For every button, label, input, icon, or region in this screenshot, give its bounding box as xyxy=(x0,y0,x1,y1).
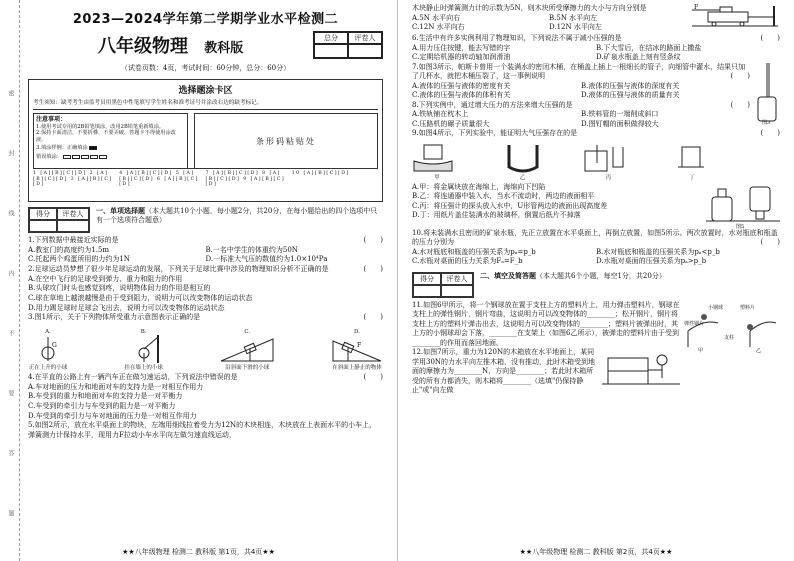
grader-cell[interactable] xyxy=(441,285,473,297)
note-item: 3.填涂样例：正确填涂 xyxy=(36,145,88,151)
question-stem: 5.如图2所示，放在水平桌面上的物块，左端用细线拉着受力为12N的木块相连，木块放在上表面水平的小车上，弹簧测力计保持水平，现用力F拉动小车水平向左做匀速直线运动， xyxy=(28,421,377,439)
answer-bracket[interactable]: ( ) xyxy=(363,313,383,322)
answer-card xyxy=(28,79,383,202)
section-1-header xyxy=(28,207,383,233)
option: C.压路机的碾子质量很大 xyxy=(412,119,490,128)
question-stem: 3.图1所示，关于下列物体所受重力示意图表示正确的是 xyxy=(28,313,201,322)
fig-part-label: 甲 xyxy=(698,347,704,353)
fig-caption: 正在上升的小球 xyxy=(28,364,68,371)
section-2-score-grid xyxy=(412,272,474,298)
fill-sample xyxy=(36,145,185,152)
bubble-row[interactable]: 1 [A][B][C][D] 2 [A][B][C][D] 3 [A][B][C][D] xyxy=(33,171,113,187)
rising-ball-icon xyxy=(28,335,68,363)
option: D.液体的压强与液体的质量有关 xyxy=(581,91,680,100)
grader-cell[interactable] xyxy=(57,220,89,232)
fig-letter: 丁 xyxy=(689,174,695,181)
page-1-footer: ★★八年级物理 检测二 教科版 第1页，共4页★★ xyxy=(122,548,275,556)
section-1-score-grid xyxy=(28,207,90,233)
option: B.水对瓶底和瓶盖的压强关系为pₐ<p_b xyxy=(596,247,720,256)
question-4 xyxy=(28,373,383,421)
binding-char: 答 xyxy=(7,450,14,456)
option: A.甲：将金属块放在海绵上，海绵向下凹陷 xyxy=(412,182,546,191)
fig-letter: D. xyxy=(353,328,360,335)
fig4-c xyxy=(583,143,633,181)
card-title: 选择题涂卡区 xyxy=(178,86,233,96)
question-5-cont xyxy=(412,4,780,33)
question-10 xyxy=(412,229,780,267)
question-8 xyxy=(412,101,780,130)
section-2-title: 二、填空及简答题 xyxy=(480,271,536,280)
notes-box xyxy=(33,113,188,169)
fig-caption: 挂在墙上的小球 xyxy=(124,364,163,371)
page-2 xyxy=(397,0,794,561)
score-cell[interactable] xyxy=(413,285,441,297)
option: C.球在草地上越滚越慢是由于受到阻力，说明力可以改变物体的运动状态 xyxy=(28,293,253,302)
question-stem: 8.下列实例中，通过增大压力的方法来增大压强的是 xyxy=(412,100,573,109)
score-cell[interactable] xyxy=(314,44,348,58)
bubble-row[interactable]: 4 [A][B][C][D] 5 [A][B][C][D] 6 [A][B][C][D] xyxy=(119,171,199,187)
question-text: 12.如图7所示，重力为120N的木箱放在水平地面上，某同学用30N的力水平向左推木箱，没有推动，此时木箱受到地面的摩擦力为________N，方向是________；若此时木箱所受的所有力都消失，则木箱将________（选填"仍保持静止"或"向左做 xyxy=(412,348,596,395)
question-stem: 2.足球运动员梦想了很少年足球运动的发展，下列关于足球比赛中涉及的物理知识分析不正确的是 xyxy=(28,264,329,273)
question-stem: 木块静止时弹簧测力计的示数为5N，则木块所受摩擦力的大小与方向分别是 xyxy=(412,4,647,12)
fig-letter: 乙 xyxy=(519,174,526,181)
svg-text:G: G xyxy=(52,341,57,349)
question-9 xyxy=(412,129,780,139)
question-stem: 7.如图3所示，帕斯卡曾用一个装满水的密闭木桶，在桶盖上插上一根细长的管子，向细管中灌水，结果只加了几杯水，就把木桶压裂了，这一事例说明 xyxy=(412,62,746,81)
option: C.水瓶对桌面的压力关系为Fₐ=F_b xyxy=(412,257,523,266)
wrong-sample xyxy=(36,154,185,161)
answer-bracket[interactable]: ( ) xyxy=(760,238,780,247)
option: C.车受到的牵引力与车受到的阻力是一对平衡力 xyxy=(28,401,176,410)
grader-label: 评卷人 xyxy=(441,273,473,285)
answer-bracket[interactable]: ( ) xyxy=(363,236,383,244)
fig7-box-push-icon xyxy=(602,348,680,388)
question-9-options xyxy=(412,182,780,229)
fig-letter: A. xyxy=(45,328,51,335)
section-1-desc: （本大题共10个小题，每小题2分，共20分，在每小题给出的四个选项中只有一个选项符合题意） xyxy=(96,207,378,225)
fig1-b xyxy=(124,329,164,371)
option: A.铁轨铺在枕木上 xyxy=(412,110,469,119)
fig-letter: B. xyxy=(140,328,147,335)
filled-sample-icon xyxy=(89,146,97,150)
spring-scale-cart-icon xyxy=(690,4,780,34)
fig-part-label: 弹性钢片 xyxy=(684,320,705,327)
question-3 xyxy=(28,313,383,323)
note-item: 错误填涂： xyxy=(36,153,62,160)
option: D.用力踢足球时足球会飞出去，说明力可以改变物体的运动状态 xyxy=(28,303,225,312)
fig1-c xyxy=(219,329,275,371)
binding-char: 线 xyxy=(7,210,14,216)
question-6 xyxy=(412,34,780,63)
subject-row xyxy=(28,31,383,59)
question-12 xyxy=(412,348,780,396)
grader-label: 评卷人 xyxy=(348,32,382,44)
option: D.车受到的牵引力与车对地面的压力是一对相互作用力 xyxy=(28,411,197,420)
card-body xyxy=(33,113,378,169)
grader-cell[interactable] xyxy=(348,44,382,58)
option: A.教室门的高度约为1.5m xyxy=(28,245,110,254)
question-stem: 6.生活中有许多实例利用了物理知识，下列说法不属于减小压强的是 xyxy=(412,34,622,42)
question-stem: 4.在平直的公路上有一辆汽车正在做匀速运动，下列说法中错误的是 xyxy=(28,372,238,381)
option: D.丁：用纸片盖住装满水的玻璃杯，倒置后纸片不掉落 xyxy=(412,211,581,220)
option: A.用力压住按键，能去写错的字 xyxy=(412,43,511,52)
bubble-column[interactable] xyxy=(206,171,292,198)
resting-block-icon xyxy=(331,335,383,363)
fig-caption: 在斜面上静止的物体 xyxy=(332,364,382,371)
fig6-steel-ball-icon xyxy=(684,301,780,353)
question-stem: 10.将未装满水且密闭的矿泉水瓶，先正立放置在水平桌面上，再倒立放置，如图5所示。两次放置时，水对瓶底和瓶盖的压力分别为 xyxy=(412,228,778,247)
binding-char: 题 xyxy=(7,510,14,516)
fig4-d xyxy=(672,143,712,181)
binding-char: 不 xyxy=(7,330,14,336)
option: A.车对地面的压力和地面对车的支持力是一对相互作用力 xyxy=(28,382,204,391)
card-warning: 考生须知：缺考考生由监考员用黑色中性笔填写学生姓名和准考证号并涂改右边的缺考标记。 xyxy=(33,98,378,110)
option: A.水对瓶底和瓶盖的压强关系为pₐ=p_b xyxy=(412,247,536,256)
fig-part-label: 塑料片 xyxy=(740,304,756,311)
slope-ball-icon xyxy=(219,335,275,363)
option: B.一名中学生的体重约为50N xyxy=(205,245,298,254)
fig4-a xyxy=(412,143,462,181)
wrong-sample-icon xyxy=(99,155,107,159)
answer-bracket[interactable]: ( ) xyxy=(730,72,750,81)
option: B.车受到的重力和地面对车的支持力是一对平衡力 xyxy=(28,392,183,401)
fig-part-label: 小钢球 xyxy=(708,304,724,311)
question-stem: 9.如图4所示，下列实验中，能证明大气压强存在的是 xyxy=(412,129,578,138)
edition-label: 教科版 xyxy=(204,41,244,56)
wrong-sample-icon xyxy=(81,155,89,159)
notes-title: 注意事项： xyxy=(36,116,67,123)
page-2-footer: ★★八年级物理 检测二 教科版 第2页，共4页★★ xyxy=(519,548,673,556)
score-label: 总分 xyxy=(314,32,348,44)
option: B.乙：将连通器中装入水，当水不流动时，两边的液面相平 xyxy=(412,192,595,201)
svg-text:F: F xyxy=(356,341,362,349)
fig-caption: 沿斜面下滑的小球 xyxy=(225,364,270,371)
bubble-column[interactable] xyxy=(33,171,119,198)
option: D.一标准大气压的数值约为1.0×10⁴Pa xyxy=(205,255,328,264)
figure-1 xyxy=(28,325,383,371)
fig-letter: 丙 xyxy=(605,174,612,181)
option: B.铁料管的一端削成斜口 xyxy=(581,110,659,119)
option: A.5N 水平向右 xyxy=(412,13,461,22)
fig1-a xyxy=(28,329,68,371)
subject-title xyxy=(98,32,243,58)
grader-label: 评卷人 xyxy=(57,208,89,220)
fig-part-label: 乙 xyxy=(756,347,762,353)
inverted-cup-icon xyxy=(672,143,712,173)
score-box xyxy=(313,31,383,59)
binding-char: 密 xyxy=(7,90,14,96)
answer-bracket[interactable]: ( ) xyxy=(363,372,383,381)
score-label: 得分 xyxy=(29,208,57,220)
option: B.液体的压强与液体的深度有关 xyxy=(581,81,680,90)
note-item: 1.使用考试专用的2B铅笔填涂，改用2B铅笔重新填涂。 xyxy=(36,123,165,130)
section-2-desc: （本大题共6个小题，每空1分，共20分） xyxy=(536,271,666,280)
bottle-figure-icon xyxy=(706,183,780,229)
option: B.5N 水平向左 xyxy=(549,13,598,22)
pascal-barrel-icon xyxy=(754,63,780,125)
pressure-gauge-icon xyxy=(583,143,633,173)
fig5-label: 图5 xyxy=(736,223,745,229)
option: A.在空中飞行的足球受到弹力、重力和阻力的作用 xyxy=(28,274,183,283)
svg-text:F: F xyxy=(694,4,699,11)
score-cell[interactable] xyxy=(29,220,57,232)
answer-bracket[interactable]: ( ) xyxy=(760,34,780,42)
barcode-area: 条形码粘贴处 xyxy=(194,113,378,169)
answer-bracket[interactable]: ( ) xyxy=(363,264,383,273)
section-1-title: 一、单项选择题 xyxy=(96,207,145,215)
binding-char: 封 xyxy=(7,150,14,156)
fig-part-label: 支柱 xyxy=(724,334,735,341)
exam-title: 2023—2024学年第二学期学业水平检测二 xyxy=(72,12,339,27)
bubble-grid xyxy=(33,168,378,198)
exam-note: （试卷页数：4页，考试时间：60分钟，总分：60分） xyxy=(120,64,291,72)
option: D.水瓶对桌面的压强关系为pₐ>p_b xyxy=(596,257,707,266)
question-5 xyxy=(28,421,383,440)
section-2-header xyxy=(412,272,780,298)
section-1-text xyxy=(90,207,383,233)
option: D.图钉帽的面积做得较大 xyxy=(581,119,659,128)
wrong-sample-icon xyxy=(72,155,80,159)
binding-char: 内 xyxy=(7,270,14,276)
fig3-label: 图3 xyxy=(762,119,771,125)
option: C.12N 水平向右 xyxy=(412,23,465,32)
fig-letter: 甲 xyxy=(434,174,440,181)
binding-char: 要 xyxy=(7,390,14,396)
fig-letter: C. xyxy=(244,328,251,335)
answer-bracket[interactable]: ( ) xyxy=(760,129,780,138)
question-2 xyxy=(28,265,383,313)
option: D.矿泉水瓶盖上刻有竖条纹 xyxy=(596,53,681,62)
sponge-block-icon xyxy=(412,143,462,173)
score-label: 得分 xyxy=(413,273,441,285)
bubble-column[interactable] xyxy=(119,171,205,198)
figure-4 xyxy=(412,141,712,181)
wrong-sample-icon xyxy=(90,155,98,159)
option: C.液体的压强与液体的体积有关 xyxy=(412,91,511,100)
fig4-b xyxy=(501,143,545,181)
question-1 xyxy=(28,236,383,265)
option: B.下大雪后，在结冰的路面上撒盐 xyxy=(596,43,702,52)
wrong-sample-icon xyxy=(63,155,71,159)
hanging-ball-icon xyxy=(124,335,164,363)
question-stem: 1.下列数据中最接近实际的是 xyxy=(28,236,119,244)
answer-bracket[interactable]: ( ) xyxy=(730,100,750,109)
option: C.托起两个鸡蛋所用的力约为1N xyxy=(28,255,130,264)
subject-name: 八年级物理 xyxy=(98,36,188,57)
bubble-row[interactable]: 10 [A][B][C][D] xyxy=(291,171,350,176)
option: C.丙：将压强计的探头放入水中，U形管两边的液面出现高度差 xyxy=(412,201,608,210)
bubble-row[interactable]: 7 [A][B][C][D] 8 [A][B][C][D] 9 [A][B][C][D] xyxy=(205,171,286,187)
section-2-text xyxy=(474,272,780,298)
fig1-d xyxy=(331,329,383,371)
bubble-column[interactable] xyxy=(292,171,378,198)
question-11 xyxy=(412,300,780,353)
option: A.液体的压强与液体的密度有关 xyxy=(412,81,511,90)
option: B.头球攻门时头也感觉到疼，说明物体间力的作用是相互的 xyxy=(28,284,211,293)
option: D.12N 水平向左 xyxy=(549,23,602,32)
connected-vessel-icon xyxy=(501,143,545,173)
question-text: 11.如图6甲所示，将一个钢球放在置于支柱上方的塑料片上，用力弹击塑料片，钢球在支柱上的弹性钢片，钢片弯曲，这说明力可以改变物体的________；松开钢片，钢片将支柱上方的塑料片弹击出去，这说明力可以改变物体的________；塑料片被弹出时，其上方的小钢球却会下落，________在支架上（如图6乙所示），被弹走的塑料片由于受到________的作用而落回地面。 xyxy=(412,300,680,347)
option: C.定期给机器的转动轴加润滑油 xyxy=(412,53,511,62)
note-item: 2.保持卡面清洁，不要折叠、不要弄破，答题卡不得使用涂改液。 xyxy=(36,130,176,143)
